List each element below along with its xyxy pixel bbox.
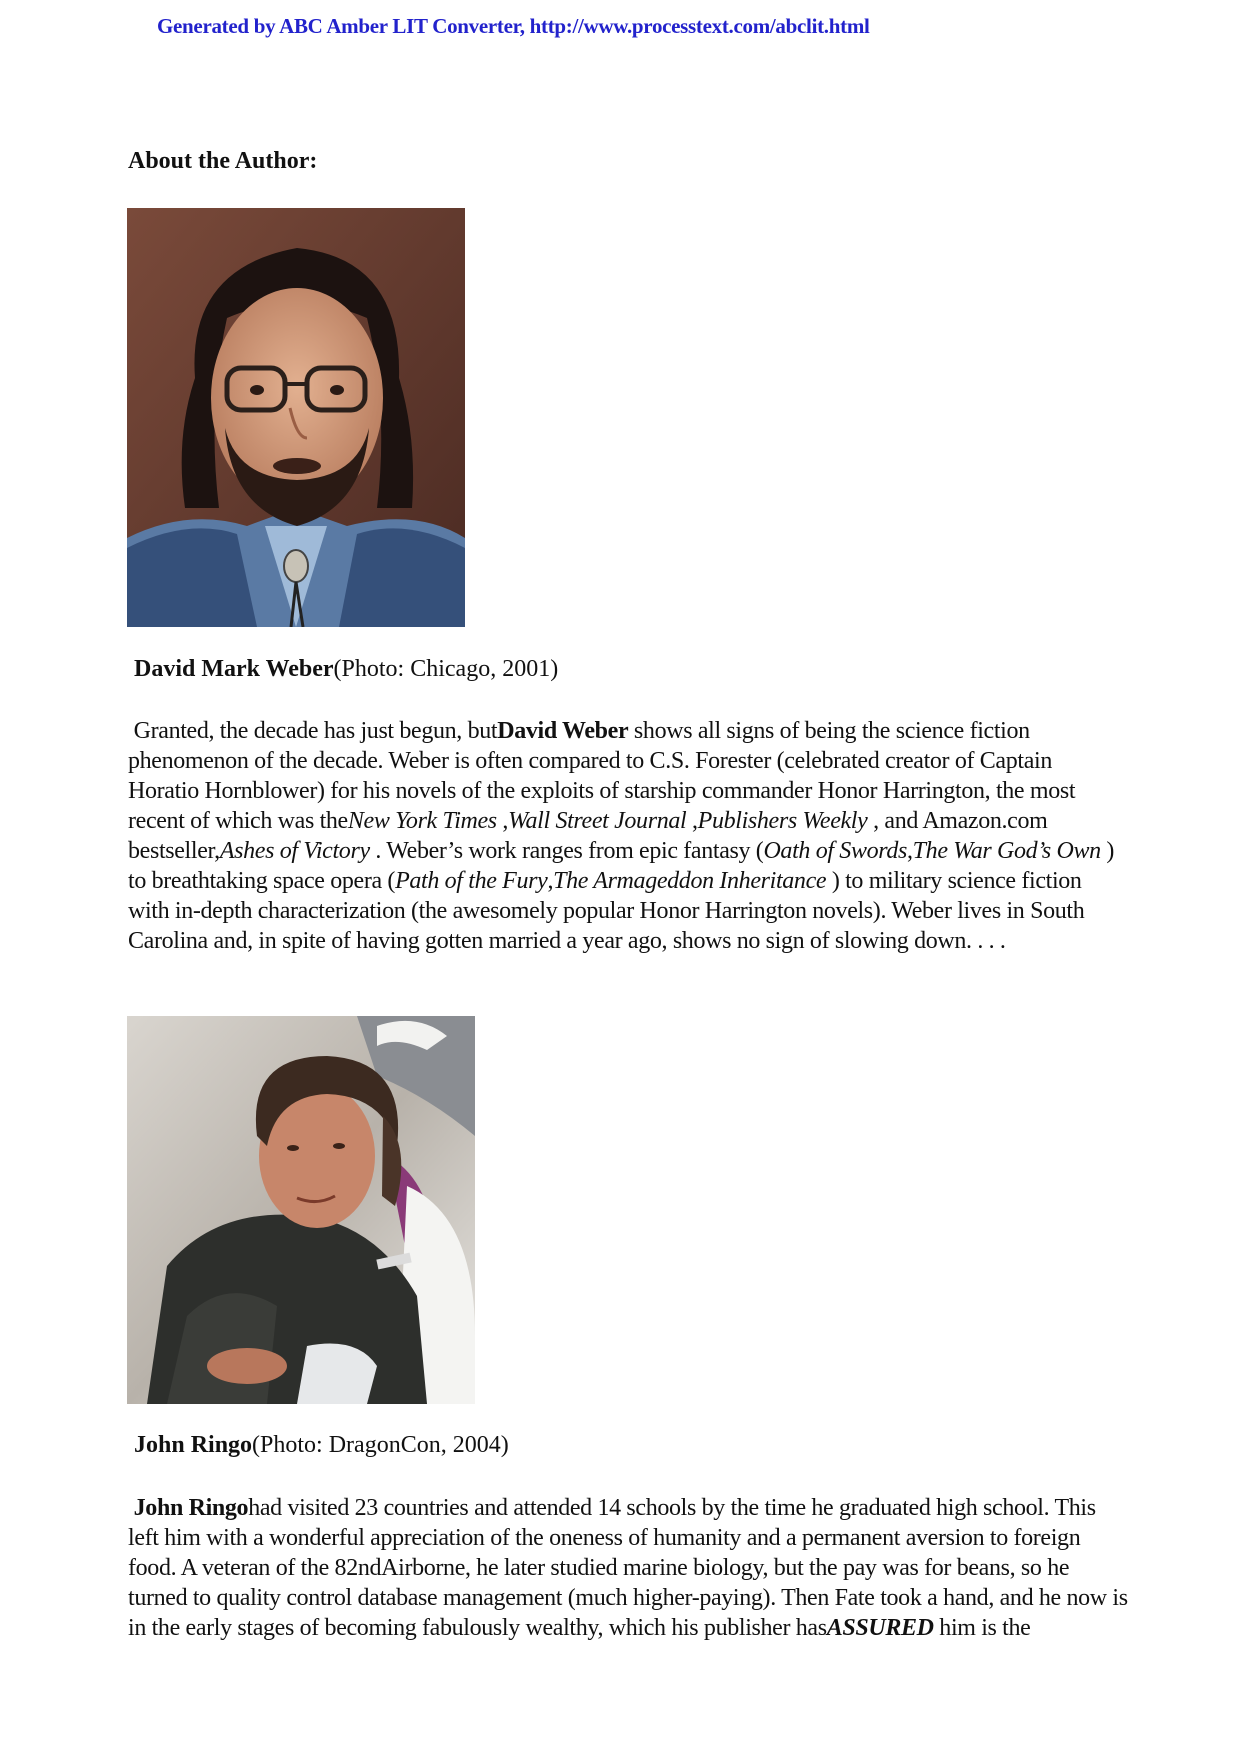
book-title: Publishers Weekly: [697, 808, 868, 834]
emphasis-assured: ASSURED: [826, 1615, 934, 1641]
caption-photo-weber: (Photo: Chicago, 2001): [333, 656, 559, 682]
header-generated-text: Generated by ABC Amber LIT Converter,: [157, 14, 530, 38]
header-url-link[interactable]: http://www.processtext.com/abclit.html: [529, 14, 870, 38]
book-title: Path of the Fury: [395, 868, 548, 894]
caption-weber: [128, 656, 558, 683]
book-title: New York Times: [347, 808, 497, 834]
book-title: Wall Street Journal: [508, 808, 687, 834]
caption-name-ringo: John Ringo: [134, 1432, 253, 1458]
book-title: Ashes of Victory: [219, 838, 370, 864]
caption-name-weber: David Mark Weber: [134, 656, 334, 682]
bio-name-ringo: John Ringo: [133, 1495, 249, 1521]
bio-paragraph-weber: Granted, the decade has just begun, butDavid Weber shows all signs of being the science fiction phenomenon of the decade. Weber is often compared to C.S. Forester (celebrated creator of Captain Horatio Hornblower) for his novels of the exploits of starship commander Honor Harrington, the most recent of which was theNew York Times ,Wall Street Journal ,Publishers Weekly , and Amazon.com bestseller,Ashes of Victory . Weber’s work ranges from epic fantasy (Oath of Swords,The War God’s Own ) to breathtaking space opera (Path of the Fury,The Armageddon Inheritance ) to military science fiction with in-depth characterization (the awesomely popular Honor Harrington novels). Weber lives in South Carolina and, in spite of having gotten married a year ago, shows no sign of slowing down. . . .: [128, 718, 1115, 954]
author-photo-ringo: [127, 1016, 475, 1404]
author-photo-weber: [127, 208, 465, 627]
section-title: About the Author:: [128, 148, 318, 174]
caption-ringo: [128, 1432, 509, 1459]
converter-header: [157, 14, 870, 39]
book-title: The Armageddon Inheritance: [553, 868, 827, 894]
bio-name-weber: David Weber: [497, 718, 629, 744]
bio-paragraph-ringo: John Ringohad visited 23 countries and attended 14 schools by the time he graduated high school. This left him with a wonderful appreciation of the oneness of humanity and a permanent aversion to foreign food. A veteran of the 82ndAirborne, he later studied marine biology, but the pay was for beans, so he turned to quality control database management (much higher-paying). Then Fate took a hand, and he now is in the early stages of becoming fabulously wealthy, which his publisher hasASSURED him is the: [128, 1495, 1128, 1641]
book-title: Oath of Swords: [763, 838, 908, 864]
caption-photo-ringo: (Photo: DragonCon, 2004): [252, 1432, 509, 1458]
book-title: The War God’s Own: [912, 838, 1101, 864]
